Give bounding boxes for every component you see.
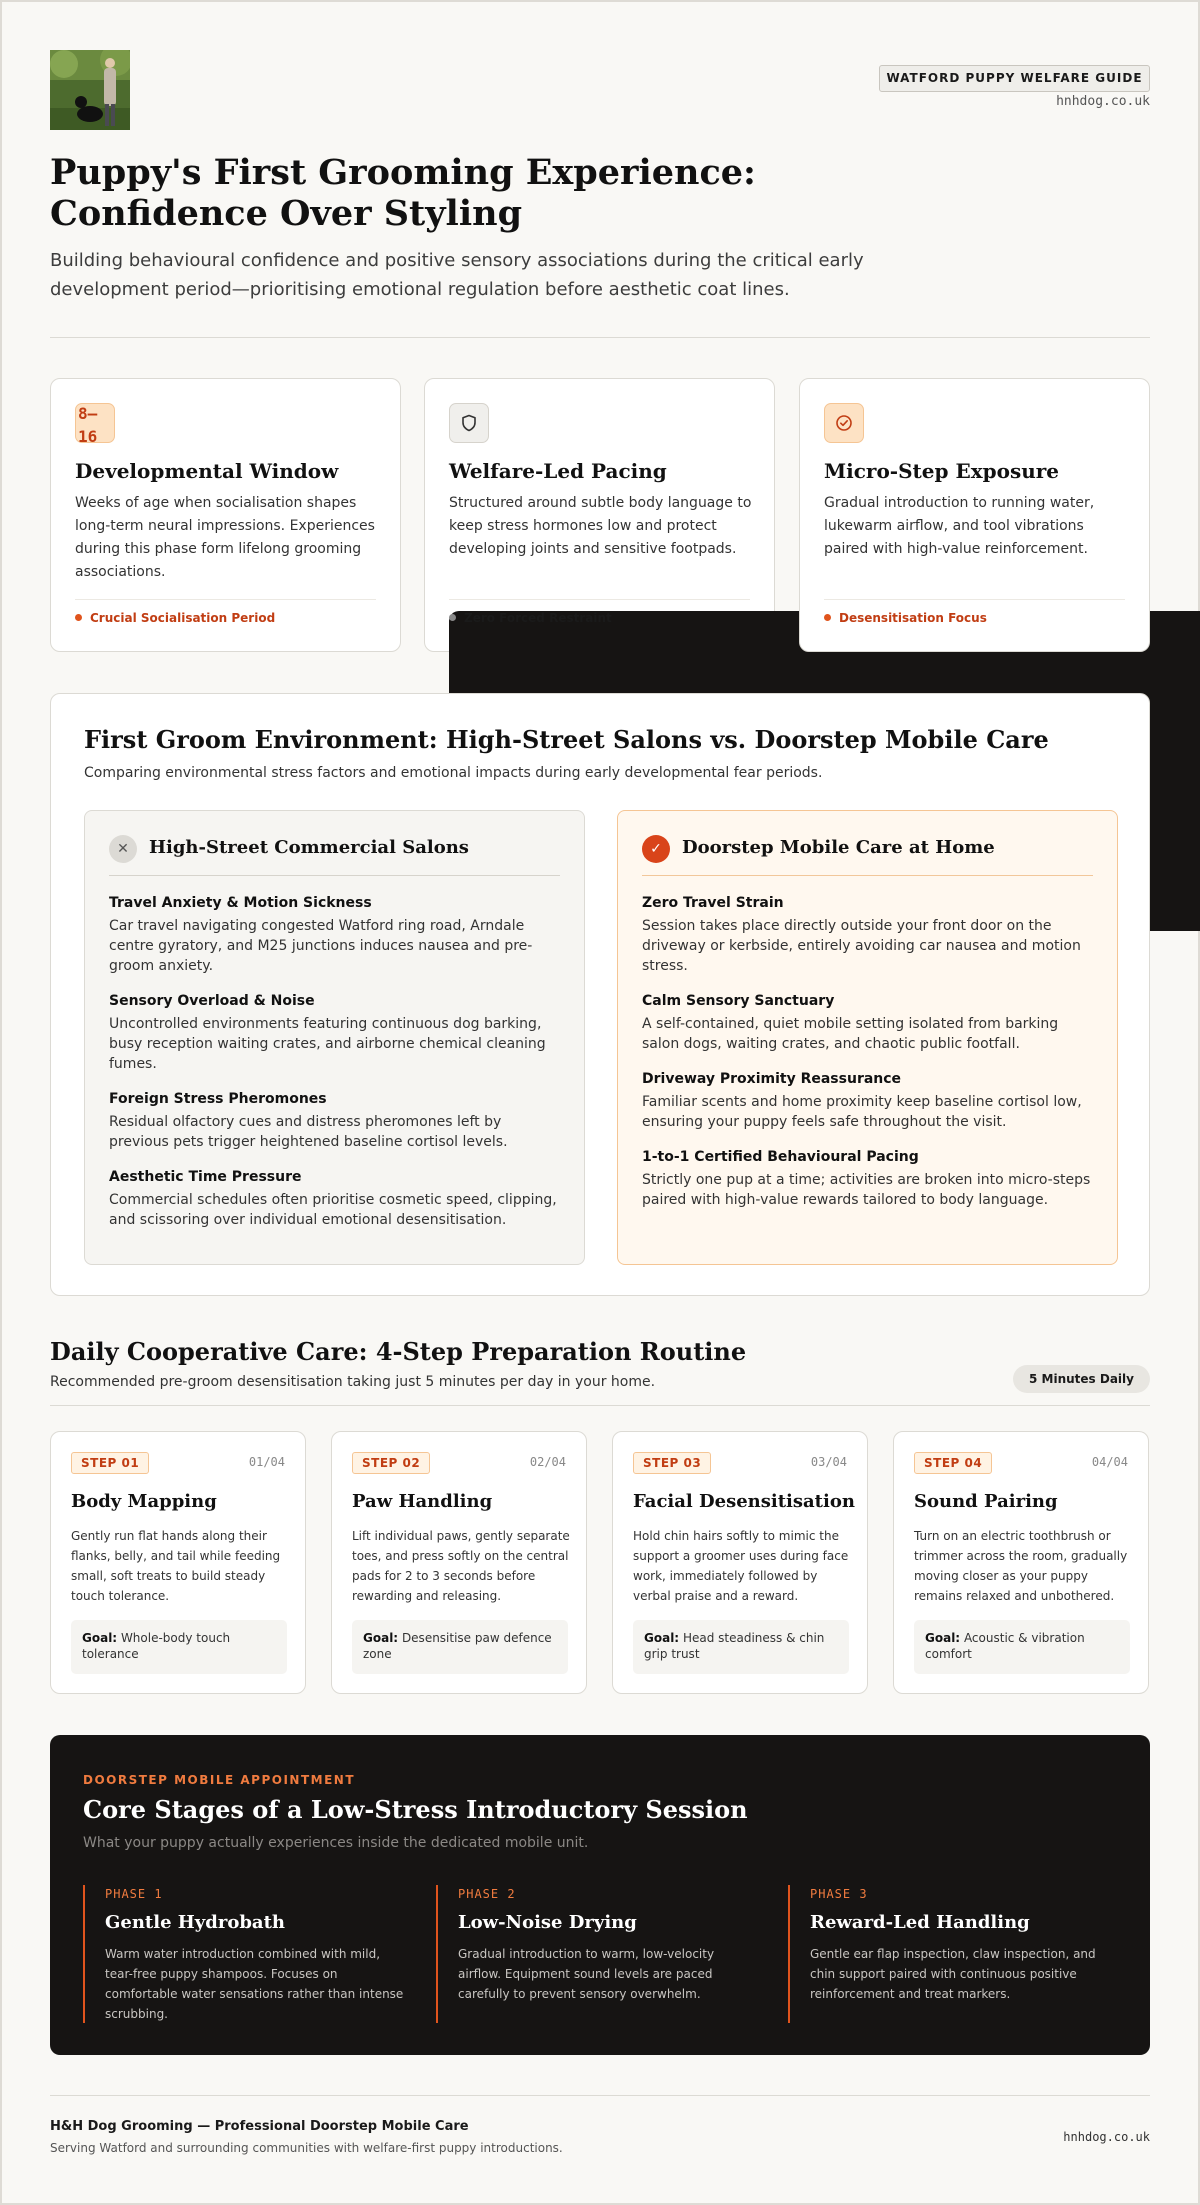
step-goal: Goal: Desensitise paw defence zone (352, 1620, 568, 1674)
step-title: Facial Desensitisation (633, 1491, 855, 1512)
list-item: Travel Anxiety & Motion Sickness Car travel navigating congested Watford ring road, Arndale centre gyratory, and M25 junctions induces nausea and pre-groom anxiety. (109, 895, 533, 974)
divider (50, 337, 1150, 338)
feature-tag: Crucial Socialisation Period (75, 611, 275, 625)
footer-url[interactable]: hnhdog.co.uk (1063, 2130, 1150, 2144)
site-url[interactable]: hnhdog.co.uk (1056, 94, 1150, 109)
divider (449, 599, 750, 600)
age-range-value: 8–16 (78, 404, 98, 446)
dot-icon (75, 614, 82, 621)
list-item: Foreign Stress Pheromones Residual olfactory cues and distress pheromones left by previous pets trigger heightened baseline cortisol levels. (109, 1091, 508, 1150)
duration-badge: 5 Minutes Daily (1013, 1365, 1150, 1393)
feature-tag: Desensitisation Focus (824, 611, 987, 625)
step-count: 04/04 (1091, 1455, 1128, 1469)
comparison-title: First Groom Environment: High-Street Salons vs. Doorstep Mobile Care (84, 725, 1049, 754)
mobile-care-column (617, 810, 1118, 1265)
dot-icon (449, 614, 456, 621)
footer-brand: H&H Dog Grooming — Professional Doorstep Mobile Care (50, 2119, 469, 2134)
feature-card-developmental-window (50, 378, 401, 652)
page-title: Puppy's First Grooming Experience: Confidence Over Styling (50, 152, 756, 234)
routine-title: Daily Cooperative Care: 4-Step Preparation Routine (50, 1337, 747, 1366)
mobile-care-list (642, 893, 1097, 1225)
step-title: Sound Pairing (914, 1491, 1058, 1512)
comparison-subtitle: Comparing environmental stress factors and emotional impacts during early developmental fear periods. (84, 765, 823, 781)
divider (824, 599, 1125, 600)
hero-photo (50, 50, 130, 130)
step-count: 02/04 (529, 1455, 566, 1469)
divider (642, 875, 1093, 876)
feature-card-micro-step-exposure (799, 378, 1150, 652)
feature-title: Welfare-Led Pacing (449, 459, 667, 483)
list-item: Aesthetic Time Pressure Commercial schedules often prioritise cosmetic speed, clipping, and scissoring over individual emotional desensitisation. (109, 1169, 557, 1228)
step-label: STEP 01 (71, 1452, 149, 1474)
step-card (893, 1431, 1149, 1694)
step-title: Paw Handling (352, 1491, 493, 1512)
feature-text: Weeks of age when socialisation shapes long-term neural impressions. Experiences during this phase form lifelong grooming associations. (75, 495, 375, 580)
routine-subtitle: Recommended pre-groom desensitisation taking just 5 minutes per day in your home. (50, 1374, 656, 1390)
phase-label: PHASE 1 (105, 1887, 163, 1901)
list-item: Driveway Proximity Reassurance Familiar scents and home proximity keep baseline cortisol low, ensuring your puppy feels safe throughout the visit. (642, 1071, 1082, 1130)
column-heading: Doorstep Mobile Care at Home (682, 837, 995, 858)
phase-title: Gentle Hydrobath (105, 1912, 285, 1933)
phase-title: Reward-Led Handling (810, 1912, 1030, 1933)
check-icon: ✓ (642, 835, 670, 863)
phase-item (436, 1885, 756, 2023)
environment-comparison (50, 693, 1150, 1296)
feature-tag: Zero Forced Restraint (449, 611, 1200, 931)
list-item: Calm Sensory Sanctuary A self-contained, quiet mobile setting isolated from barking salon dogs, waiting crates, and chaotic public footfall. (642, 993, 1059, 1052)
check-circle-icon (824, 403, 864, 443)
step-text: Gently run flat hands along their flanks, belly, and tail while feeding small, soft treats to build steady touch tolerance. (71, 1529, 281, 1603)
step-count: 03/04 (810, 1455, 847, 1469)
step-goal: Goal: Acoustic & vibration comfort (914, 1620, 1130, 1674)
divider (75, 599, 376, 600)
list-item: Zero Travel Strain Session takes place directly outside your front door on the driveway or kerbside, entirely avoiding car nausea and motion stress. (642, 895, 1081, 974)
session-panel (50, 1735, 1150, 2055)
guide-badge: WATFORD PUPPY WELFARE GUIDE (879, 65, 1150, 92)
feature-text: Gradual introduction to running water, lukewarm airflow, and tool vibrations paired with high-value reinforcement. (824, 495, 1095, 557)
step-count: 01/04 (248, 1455, 285, 1469)
step-card (331, 1431, 587, 1694)
phase-item (83, 1885, 403, 2023)
phase-label: PHASE 3 (810, 1887, 868, 1901)
divider (50, 1405, 1150, 1406)
step-label: STEP 04 (914, 1452, 992, 1474)
session-title: Core Stages of a Low-Stress Introductory Session (83, 1795, 748, 1824)
step-goal: Goal: Whole-body touch tolerance (71, 1620, 287, 1674)
session-subtitle: What your puppy actually experiences inside the dedicated mobile unit. (83, 1835, 589, 1851)
step-card (50, 1431, 306, 1694)
feature-card-welfare-led-pacing (424, 378, 775, 652)
divider (50, 2095, 1150, 2096)
list-item: 1-to-1 Certified Behavioural Pacing Strictly one pup at a time; activities are broken into micro-steps paired with high-value rewards tailored to body language. (642, 1149, 1091, 1208)
feature-text: Structured around subtle body language to keep stress hormones low and protect developing joints and sensitive footpads. (449, 495, 752, 557)
salon-list (109, 893, 564, 1245)
phase-text: Gradual introduction to warm, low-velocity airflow. Equipment sound levels are paced carefully to prevent sensory overwhelm. (458, 1947, 715, 2001)
age-range-icon (75, 403, 115, 446)
shield-icon (449, 403, 489, 443)
list-item: Sensory Overload & Noise Uncontrolled environments featuring continuous dog barking, busy reception waiting crates, and airborne chemical cleaning fumes. (109, 993, 546, 1072)
step-title: Body Mapping (71, 1491, 217, 1512)
feature-title: Developmental Window (75, 459, 339, 483)
step-goal: Goal: Head steadiness & chin grip trust (633, 1620, 849, 1674)
phase-label: PHASE 2 (458, 1887, 516, 1901)
column-heading: High-Street Commercial Salons (149, 837, 469, 858)
dot-icon (824, 614, 831, 621)
phase-title: Low-Noise Drying (458, 1912, 637, 1933)
step-text: Hold chin hairs softly to mimic the support a groomer uses during face work, immediately followed by verbal praise and a reward. (633, 1529, 849, 1603)
salon-column (84, 810, 585, 1265)
footer-description: Serving Watford and surrounding communities with welfare-first puppy introductions. (50, 2141, 563, 2155)
divider (109, 875, 560, 876)
phase-item (788, 1885, 1108, 2023)
step-label: STEP 02 (352, 1452, 430, 1474)
step-text: Turn on an electric toothbrush or trimmer across the room, gradually moving closer as your puppy remains relaxed and unbothered. (914, 1529, 1128, 1603)
session-kicker: DOORSTEP MOBILE APPOINTMENT (83, 1773, 356, 1787)
step-text: Lift individual paws, gently separate toes, and press softly on the central pads for 2 to 3 seconds before rewarding and releasing. (352, 1529, 570, 1603)
page-lede: Building behavioural confidence and positive sensory associations during the critical early development period—prioritising emotional regulation before aesthetic coat lines. (50, 250, 864, 300)
step-card (612, 1431, 868, 1694)
feature-title: Micro-Step Exposure (824, 459, 1059, 483)
phase-text: Gentle ear flap inspection, claw inspection, and chin support paired with continuous positive reinforcement and treat markers. (810, 1947, 1096, 2001)
phase-text: Warm water introduction combined with mild, tear-free puppy shampoos. Focuses on comfortable water sensations rather than intense scrubbing. (105, 1947, 404, 2021)
step-label: STEP 03 (633, 1452, 711, 1474)
cross-icon: ✕ (109, 835, 137, 863)
